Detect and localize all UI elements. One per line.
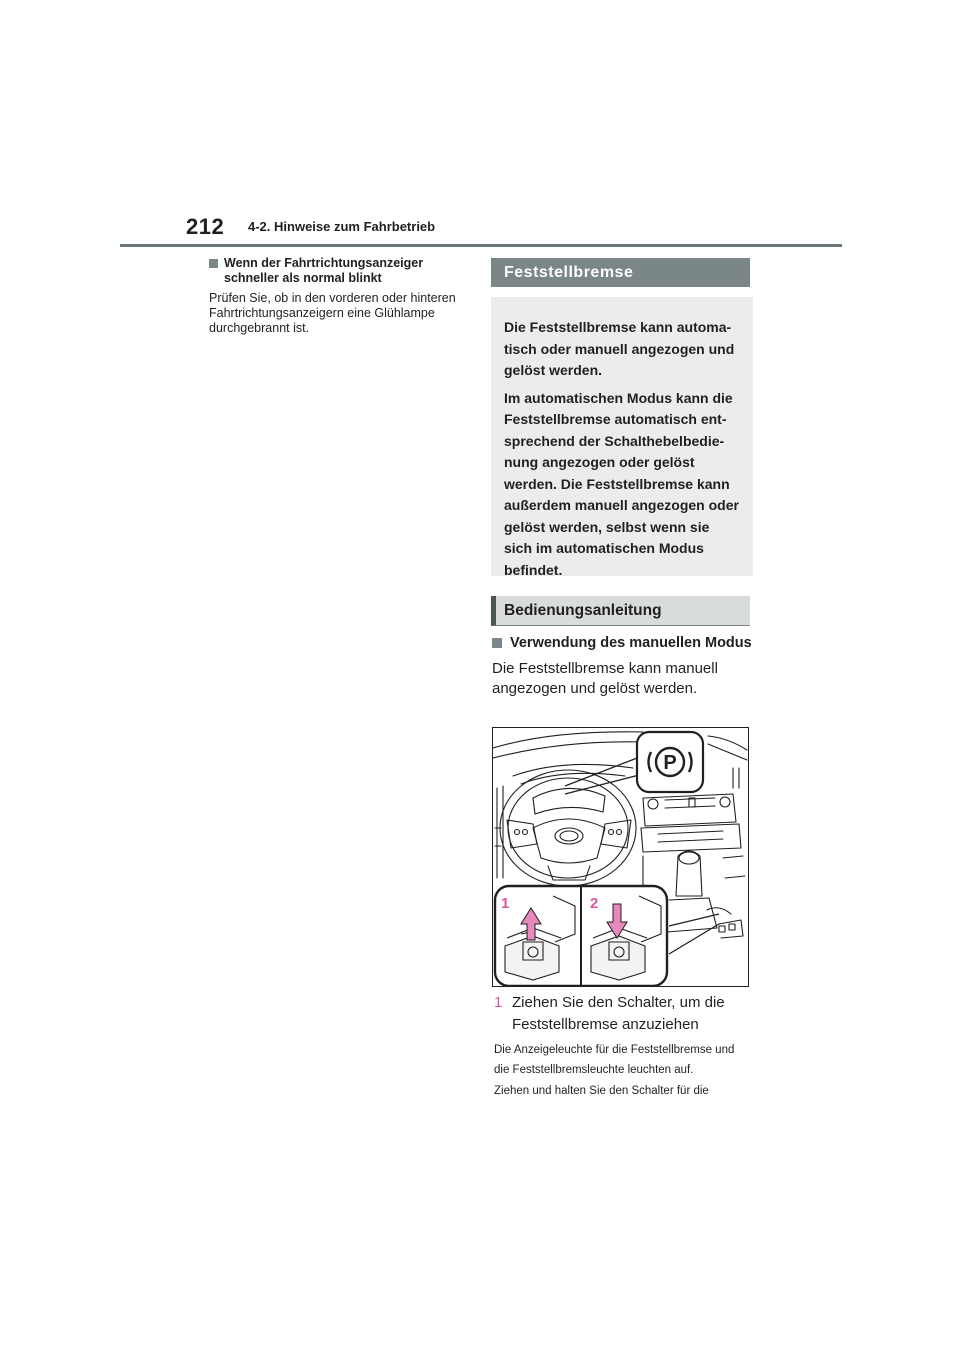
- step-1-text: Ziehen Sie den Schalter, um die Feststellbremse anzuziehen: [512, 994, 725, 1033]
- left-column: [209, 256, 469, 336]
- manual-mode-text: Die Feststellbremse kann manuell angezogen und gelöst werden.: [492, 660, 718, 697]
- manual-mode-section: [492, 633, 752, 699]
- note-1: Die Anzeigeleuchte für die Feststellbremse und die Feststellbremsleuchte leuchten auf.: [494, 1044, 735, 1076]
- step-1-number: 1: [494, 994, 503, 1011]
- left-heading: [209, 256, 469, 286]
- step-1: [494, 992, 750, 1036]
- manual-mode-heading: [492, 633, 752, 653]
- intro-paragraph-2: Im automatischen Modus kann die Feststellbremse automatisch ent-sprechend der Schalthebelbedie-nung angezogen oder gelöst werden. Die Feststellbremse kann außerdem manuell angezogen oder gelöst werden, selbst wenn sie sich im automatischen Modus befindet.: [504, 389, 739, 578]
- feststellbremse-banner: Feststellbremse: [491, 258, 750, 287]
- figure-label-2: 2: [590, 895, 599, 912]
- figure-label-1: 1: [501, 895, 510, 912]
- parking-brake-illustration: [492, 727, 749, 987]
- square-bullet-icon: [492, 638, 502, 648]
- intro-paragraph-1: Die Feststellbremse kann automa-tisch oder manuell angezogen und gelöst werden.: [504, 319, 735, 378]
- intro-box: [491, 297, 753, 576]
- header-rule: [120, 244, 842, 247]
- section-title: 4-2. Hinweise zum Fahrbetrieb: [248, 219, 436, 234]
- cockpit-drawing: [493, 728, 748, 986]
- p-switch-symbol: P: [663, 752, 677, 774]
- left-paragraph: Prüfen Sie, ob in den vorderen oder hinteren Fahrtrichtungsanzeigern eine Glühlampe durchgebrannt ist.: [209, 291, 456, 335]
- left-heading-text: Wenn der Fahrtrichtungsanzeiger schneller als normal blinkt: [224, 256, 424, 285]
- manual-mode-heading-text: Verwendung des manuellen Modus: [510, 635, 752, 651]
- page-number: 212: [186, 214, 225, 239]
- note-2: Ziehen und halten Sie den Schalter für die: [494, 1085, 709, 1097]
- square-bullet-icon: [209, 259, 218, 268]
- bedienungsanleitung-banner: Bedienungsanleitung: [491, 596, 750, 626]
